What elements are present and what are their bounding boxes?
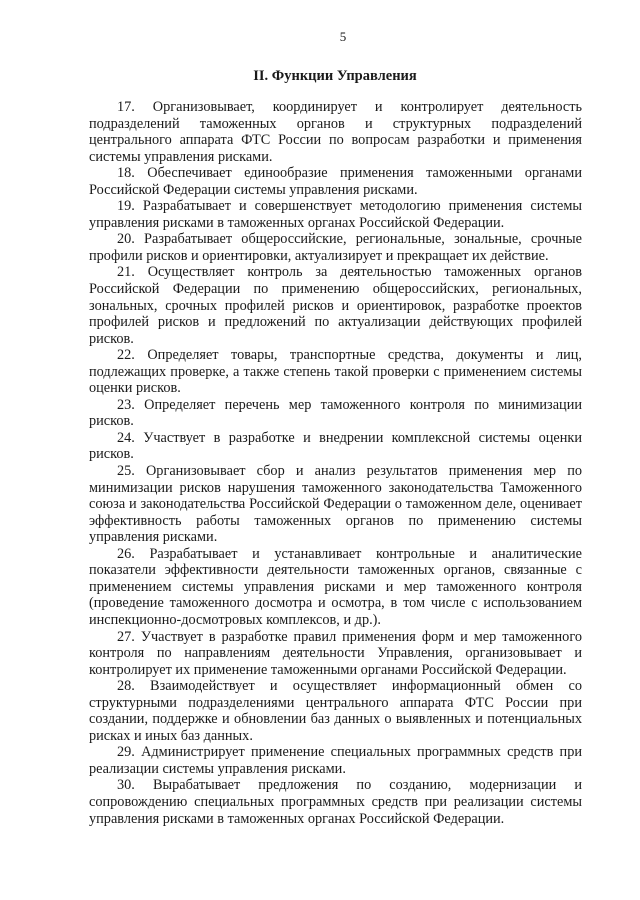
paragraph-28: 28. Взаимодействует и осуществляет информационный обмен со структурными подразделениями центрального аппарата ФТС России при создании, поддержке и обновлении баз данных о выявленных и потенциальных рисках и иных баз данных. [89, 678, 582, 744]
paragraph-23: 23. Определяет перечень мер таможенного контроля по минимизации рисков. [89, 396, 582, 430]
paragraph-17: 17. Организовывает, координирует и контролирует деятельность подразделений таможенных органов и структурных подразделений центрального аппарата ФТС России по вопросам разработки и применения системы управления рисками. [89, 99, 582, 165]
paragraph-30: 30. Вырабатывает предложения по созданию, модернизации и сопровождению специальных программных средств при реализации системы управления рисками в таможенных органах Российской Федерации. [89, 777, 582, 827]
paragraph-21: 21. Осуществляет контроль за деятельностью таможенных органов Российской Федерации по применению общероссийских, региональных, зональных, срочных профилей рисков и ориентировок, разработке проектов профилей рисков и предложений по актуализации действующих профилей рисков. [89, 264, 582, 347]
section-title: II. Функции Управления [253, 68, 417, 84]
paragraph-20: 20. Разрабатывает общероссийские, региональные, зональные, срочные профили рисков и ориентировки, актуализирует и прекращает их действие. [89, 231, 582, 264]
paragraph-22: 22. Определяет товары, транспортные средства, документы и лиц, подлежащих проверке, а также степень такой проверки с применением системы оценки рисков. [89, 347, 582, 397]
paragraph-24: 24. Участвует в разработке и внедрении комплексной системы оценки рисков. [89, 429, 582, 463]
page-number: 5 [339, 29, 347, 44]
paragraph-27: 27. Участвует в разработке правил применения форм и мер таможенного контроля по направлениям деятельности Управления, организовывает и контролирует их применение таможенными органами Российской Федерации. [89, 628, 582, 678]
paragraph-29: 29. Администрирует применение специальных программных средств при реализации системы управления рисками. [89, 744, 582, 777]
document-body [89, 99, 582, 827]
paragraph-19: 19. Разрабатывает и совершенствует методологию применения системы управления рисками в таможенных органах Российской Федерации. [89, 198, 582, 231]
paragraph-26: 26. Разрабатывает и устанавливает контрольные и аналитические показатели эффективности деятельности таможенных органов, связанные с применением системы управления рисками и мер таможенного контроля (проведение таможенного досмотра и осмотра, в том числе с использованием инспекционно-досмотровых комплексов, и др.). [89, 545, 582, 628]
paragraph-18: 18. Обеспечивает единообразие применения таможенными органами Российской Федерации системы управления рисками. [89, 165, 582, 198]
paragraph-25: 25. Организовывает сбор и анализ результатов применения мер по минимизации рисков нарушения таможенного законодательства Таможенного союза и законодательства Российской Федерации о таможенном деле, оценивает эффективность работы таможенных органов по применению системы управления рисками. [89, 463, 582, 546]
